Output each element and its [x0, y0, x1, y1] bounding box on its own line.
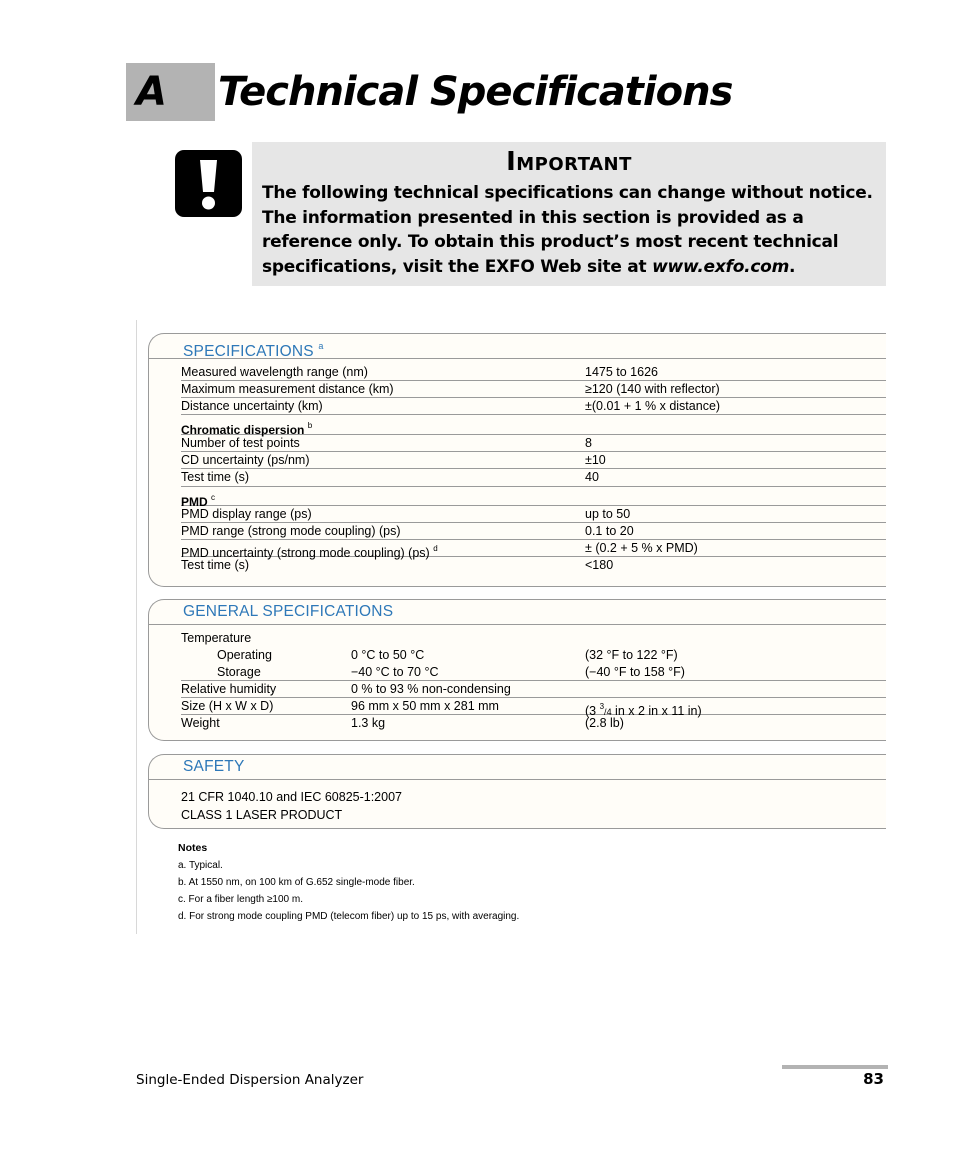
size-label: Size (H x W x D) — [181, 699, 274, 713]
operating-imperial: (32 °F to 122 °F) — [585, 648, 678, 662]
spec-row — [181, 557, 886, 574]
spec-row — [181, 364, 886, 381]
chapter-letter: A — [126, 63, 215, 121]
footnote-ref: d — [433, 544, 438, 553]
safety-line: CLASS 1 LASER PRODUCT — [181, 808, 343, 822]
humidity-row — [181, 681, 886, 698]
size-row — [181, 698, 886, 718]
temperature-label: Temperature — [181, 631, 252, 645]
size-fraction-den: 4 — [606, 707, 612, 717]
pmd-group — [181, 486, 886, 509]
humidity-metric: 0 % to 93 % non-condensing — [351, 682, 511, 696]
spec-row — [181, 435, 886, 452]
notes-heading: Notes — [178, 842, 208, 854]
spec-row — [181, 381, 886, 398]
spec-label: Measured wavelength range (nm) — [181, 365, 368, 379]
specifications-header — [149, 334, 886, 359]
footnote-ref: b — [307, 421, 313, 430]
exfo-website-link[interactable]: www.exfo.com — [652, 256, 790, 277]
general-specifications-header: GENERAL SPECIFICATIONS — [149, 600, 886, 625]
spec-row — [181, 540, 886, 560]
size-fraction-num: 3 — [599, 702, 605, 711]
spec-label: Maximum measurement distance (km) — [181, 382, 394, 396]
operating-label: Operating — [217, 648, 272, 662]
important-text — [262, 181, 876, 279]
size-fraction-slash: / — [604, 707, 607, 717]
weight-metric: 1.3 kg — [351, 716, 386, 730]
spec-row — [181, 523, 886, 540]
spec-row — [181, 452, 886, 469]
spec-value: 1475 to 1626 — [585, 365, 658, 379]
spec-label: Number of test points — [181, 436, 300, 450]
exclamation-icon — [175, 150, 242, 217]
chromatic-dispersion-group — [181, 415, 886, 435]
size-imperial-post: in x 2 in x 11 in) — [611, 704, 702, 718]
note-item: d. For strong mode coupling PMD (telecom fiber) up to 15 ps, with averaging. — [178, 911, 520, 922]
operating-row — [181, 647, 886, 664]
spec-row — [181, 398, 886, 415]
spec-label: PMD display range (ps) — [181, 507, 312, 521]
operating-metric: 0 °C to 50 °C — [351, 648, 425, 662]
spec-label: Test time (s) — [181, 470, 250, 484]
chapter-title: Technical Specifications — [218, 69, 733, 115]
notes — [178, 840, 519, 925]
spec-value: ±(0.01 + 1 % x distance) — [585, 399, 721, 413]
footer-product-name: Single-Ended Dispersion Analyzer — [136, 1072, 364, 1088]
weight-row — [181, 715, 886, 732]
safety-header: SAFETY — [149, 755, 886, 780]
group-title-text: Chromatic dispersion — [181, 423, 305, 437]
group-title-text: PMD — [181, 495, 208, 509]
important-notice — [252, 142, 886, 286]
spec-label: CD uncertainty (ps/nm) — [181, 453, 310, 467]
page-number: 83 — [863, 1070, 884, 1088]
important-text-end: . — [789, 256, 796, 277]
note-item: c. For a fiber length ≥100 m. — [178, 894, 303, 905]
size-metric: 96 mm x 50 mm x 281 mm — [351, 699, 499, 713]
general-specifications-panel — [148, 599, 886, 741]
spec-value: ≥120 (140 with reflector) — [585, 382, 720, 396]
spec-value: <180 — [585, 558, 614, 572]
note-item: a. Typical. — [178, 860, 223, 871]
spec-value: 0.1 to 20 — [585, 524, 634, 538]
storage-imperial: (−40 °F to 158 °F) — [585, 665, 685, 679]
spec-label-text: PMD uncertainty (strong mode coupling) (ps) — [181, 546, 430, 560]
spec-value: 8 — [585, 436, 592, 450]
spec-area-border — [136, 320, 137, 934]
temperature-row — [181, 630, 886, 647]
storage-label: Storage — [217, 665, 261, 679]
important-heading: Important — [506, 147, 632, 177]
humidity-label: Relative humidity — [181, 682, 277, 696]
storage-row — [181, 664, 886, 681]
spec-row — [181, 506, 886, 523]
important-text-body: The following technical specifications can change without notice. The information presented in this section is provided as a reference only. To obtain this product’s most recent technical specifications, visit the EXFO Web site at — [262, 183, 873, 277]
footnote-ref: c — [211, 493, 216, 502]
spec-label: Distance uncertainty (km) — [181, 399, 323, 413]
safety-line: 21 CFR 1040.10 and IEC 60825-1:2007 — [181, 790, 402, 804]
weight-imperial: (2.8 lb) — [585, 716, 624, 730]
storage-metric: −40 °C to 70 °C — [351, 665, 439, 679]
spec-value: 40 — [585, 470, 599, 484]
note-item: b. At 1550 nm, on 100 km of G.652 single-mode fiber. — [178, 877, 415, 888]
safety-panel — [148, 754, 886, 829]
spec-value: up to 50 — [585, 507, 631, 521]
specifications-title: SPECIFICATIONS — [183, 343, 314, 360]
spec-value: ± (0.2 + 5 % x PMD) — [585, 541, 698, 555]
size-imperial-pre: (3 — [585, 704, 600, 718]
specifications-panel — [148, 333, 886, 587]
spec-label: PMD range (strong mode coupling) (ps) — [181, 524, 401, 538]
specifications-footnote-ref: a — [318, 341, 324, 351]
spec-label: Test time (s) — [181, 558, 250, 572]
weight-label: Weight — [181, 716, 220, 730]
spec-row — [181, 469, 886, 486]
spec-value: ±10 — [585, 453, 606, 467]
